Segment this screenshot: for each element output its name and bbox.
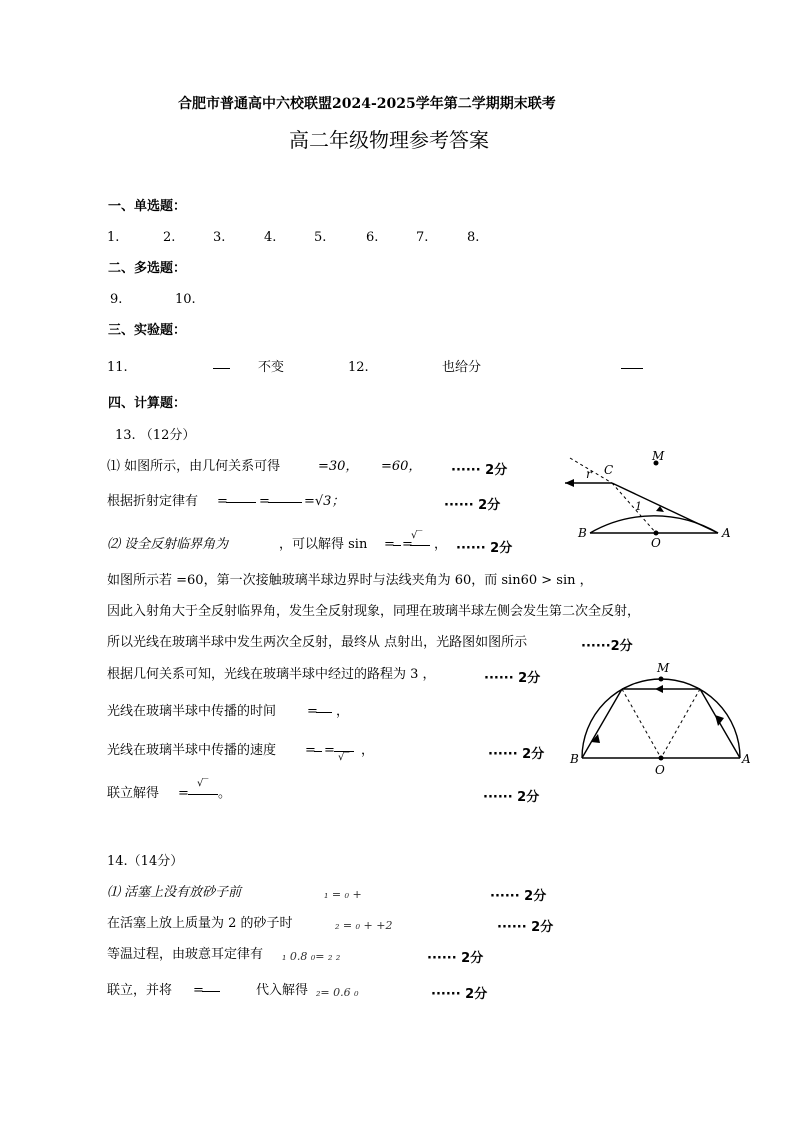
light-ray bbox=[582, 689, 622, 758]
points: ······ 2分 bbox=[427, 951, 484, 966]
comma: ， bbox=[434, 537, 448, 552]
point-o bbox=[659, 756, 664, 761]
q14-eq1: ₁ = ₀ + bbox=[324, 888, 362, 901]
answer-5: 5. bbox=[314, 230, 327, 245]
q14-line2: 在活塞上放上质量为 2 的砂子时 bbox=[107, 916, 293, 931]
q13-line9: 光线在玻璃半球中传播的速度 bbox=[107, 743, 277, 758]
q14-line3: 等温过程，由玻意耳定律有 bbox=[107, 947, 264, 962]
page-subtitle: 高二年级物理参考答案 bbox=[289, 128, 489, 152]
answer-6: 6. bbox=[366, 230, 379, 245]
sqrt-symbol: √‾ bbox=[338, 752, 350, 763]
q13-line1: ⑴ 如图所示，由几何关系可得 bbox=[107, 459, 281, 474]
q13-eq-equals: = bbox=[178, 786, 189, 801]
light-ray bbox=[700, 689, 740, 758]
section-experiment: 三、实验题： bbox=[108, 323, 187, 338]
fraction-bar bbox=[316, 712, 332, 713]
q13-line6: 所以光线在玻璃半球中发生两次全反射，最终从 点射出，光路图如图所示 bbox=[107, 635, 528, 650]
fraction-bar bbox=[202, 991, 220, 992]
label-1: 1 bbox=[635, 500, 642, 513]
q13-line10: 联立解得 bbox=[107, 786, 160, 801]
fraction-bar bbox=[393, 545, 401, 546]
fraction-bar bbox=[268, 502, 302, 503]
section-calculation: 四、计算题： bbox=[108, 396, 187, 411]
answer-4: 4. bbox=[264, 230, 277, 245]
q14-eq4: ₂= 0.6 ₀ bbox=[316, 986, 359, 999]
answer-3: 3. bbox=[213, 230, 226, 245]
normal-dashed bbox=[622, 689, 661, 758]
q13-eq-equals: = bbox=[307, 704, 318, 719]
figure-refraction bbox=[560, 448, 740, 548]
label-m: M bbox=[652, 449, 665, 463]
q13-line8: 光线在玻璃半球中传播的时间 bbox=[107, 704, 277, 719]
label-o: O bbox=[655, 763, 665, 776]
fraction-bar bbox=[226, 502, 256, 503]
point-o bbox=[654, 531, 659, 536]
answer-1: 1. bbox=[107, 230, 120, 245]
label-m: M bbox=[657, 661, 670, 675]
exam-title: 合肥市普通高中六校联盟2024-2025学年第二学期期末联考 bbox=[178, 96, 556, 112]
q13-eq-sqrt3: =√3； bbox=[304, 494, 345, 509]
comma: ， bbox=[336, 704, 350, 719]
q14-eq-equals: = bbox=[193, 983, 204, 998]
arrow-icon bbox=[565, 479, 574, 487]
comma: ， bbox=[361, 743, 375, 758]
fraction-bar bbox=[188, 794, 218, 795]
answer-11-text: 不变 bbox=[258, 360, 285, 375]
q14-line1: ⑴ 活塞上没有放砂子前 bbox=[107, 885, 242, 900]
label-a: A bbox=[722, 526, 731, 540]
answer-10: 10. bbox=[175, 292, 196, 307]
q13-line3: ⑵ 设全反射临界角为 bbox=[107, 537, 229, 552]
label-o: O bbox=[651, 536, 661, 548]
point-m bbox=[659, 677, 664, 682]
fraction-bar bbox=[314, 751, 322, 752]
figure-total-reflection bbox=[567, 658, 757, 776]
label-c: C bbox=[604, 463, 614, 477]
points: ······ 2分 bbox=[490, 889, 547, 904]
q13-line4: 如图所示若 =60，第一次接触玻璃半球边界时与法线夹角为 60，而 sin60 > sin ， bbox=[107, 573, 593, 588]
section-multi-choice: 二、多选题： bbox=[108, 261, 187, 276]
q13-eq-sin: = bbox=[384, 537, 395, 552]
points: ······2分 bbox=[581, 639, 633, 654]
points: ······ 2分 bbox=[456, 541, 513, 556]
sqrt-symbol: √‾ bbox=[411, 530, 423, 541]
points: ······ 2分 bbox=[431, 987, 488, 1002]
section-single-choice: 一、单选题： bbox=[108, 199, 187, 214]
points: ······ 2分 bbox=[484, 671, 541, 686]
normal-dashed bbox=[661, 689, 700, 758]
answer-9: 9. bbox=[110, 292, 123, 307]
q13-eq-equals: = bbox=[305, 743, 316, 758]
q13-line3b: ，可以解得 sin bbox=[279, 537, 368, 552]
q13-line7: 根据几何关系可知，光线在玻璃半球中经过的路程为 3 ， bbox=[107, 667, 436, 682]
points: ······ 2分 bbox=[483, 790, 540, 805]
q13-eq-equals: = bbox=[259, 494, 270, 509]
q13-eq-angle1: =30， bbox=[318, 459, 359, 474]
sqrt-symbol: √‾ bbox=[197, 778, 209, 789]
q14-header: 14.（14分） bbox=[107, 854, 184, 869]
q14-eq3: ₁ 0.8 ₀= ₂ ₂ bbox=[282, 950, 341, 963]
light-ray-inside bbox=[612, 483, 718, 533]
q13-eq-equals: = bbox=[217, 494, 228, 509]
normal-dashed-inner bbox=[612, 483, 656, 533]
label-b: B bbox=[570, 752, 579, 766]
arrow-icon bbox=[655, 685, 663, 693]
fraction-bar bbox=[621, 368, 643, 369]
answer-2: 2. bbox=[163, 230, 176, 245]
arrow-icon bbox=[715, 715, 724, 726]
q13-eq-equals: = bbox=[402, 537, 413, 552]
answer-11: 11. bbox=[107, 360, 128, 375]
q14-line4b: 代入解得 bbox=[256, 983, 309, 998]
points: ······ 2分 bbox=[444, 498, 501, 513]
q13-eq-equals: = bbox=[324, 743, 335, 758]
answer-8: 8. bbox=[467, 230, 480, 245]
label-a: A bbox=[742, 752, 751, 766]
fraction-bar bbox=[213, 368, 230, 369]
label-b: B bbox=[578, 526, 587, 540]
q13-line2: 根据折射定律有 bbox=[107, 494, 199, 509]
period: 。 bbox=[218, 786, 232, 801]
answer-12: 12. bbox=[348, 360, 369, 375]
points: ······ 2分 bbox=[451, 463, 508, 478]
label-r: r bbox=[586, 467, 592, 481]
q13-eq-angle2: =60， bbox=[381, 459, 422, 474]
points: ······ 2分 bbox=[497, 920, 554, 935]
answer-12-text: 也给分 bbox=[442, 360, 482, 375]
answer-7: 7. bbox=[416, 230, 429, 245]
points: ······ 2分 bbox=[488, 747, 545, 762]
q13-header: 13. （12分） bbox=[115, 428, 196, 443]
q13-line5: 因此入射角大于全反射临界角，发生全反射现象，同理在玻璃半球左侧会发生第二次全反射， bbox=[107, 604, 641, 619]
q14-line4: 联立，并将 bbox=[107, 983, 173, 998]
q14-eq2: ₂ = ₀ + +2 bbox=[335, 919, 393, 932]
fraction-bar bbox=[410, 545, 430, 546]
